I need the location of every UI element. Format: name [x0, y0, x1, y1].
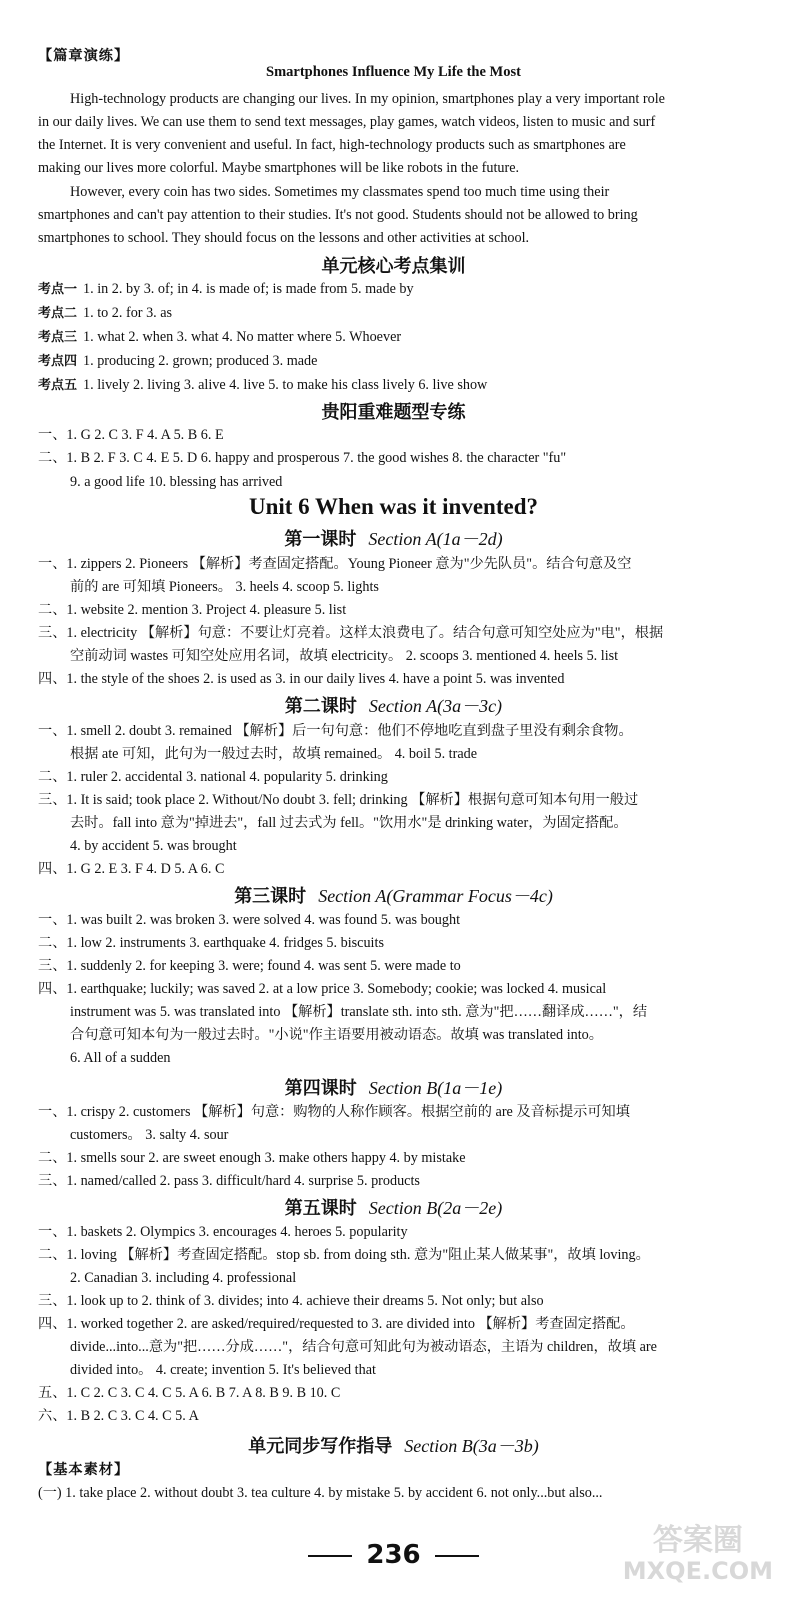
answer-line: 四、1. earthquake; luckily; was saved 2. at a low price 3. Somebody; cookie; was locked 4. musical — [38, 981, 607, 997]
answer-line: 三、1. named/called 2. pass 3. difficult/hard 4. surprise 5. products — [38, 1173, 420, 1189]
essay-line: smartphones to school. They should focus on the lessons and other activities at school. — [38, 230, 530, 246]
answer-line: 空前动词 wastes 可知空处应用名词，故填 electricity。 2. scoops 3. mentioned 4. heels 5. list — [70, 648, 619, 664]
answer-line: 一、1. zippers 2. Pioneers 【解析】考查固定搭配。Young Pioneer 意为"少先队员"。结合句意及空 — [38, 556, 632, 572]
answer-line: divided into。 4. create; invention 5. It's believed that — [70, 1362, 376, 1378]
core-text: 1. producing 2. grown; produced 3. made — [83, 353, 318, 369]
answer-line: 四、1. G 2. E 3. F 4. D 5. A 6. C — [38, 861, 225, 877]
section-tag: 【篇章演练】 — [38, 48, 130, 64]
core-heading: 单元核心考点集训 — [321, 256, 466, 277]
lesson-section: Section A(1a－2d) — [368, 529, 503, 549]
writing-name: 单元同步写作指导 — [248, 1436, 393, 1457]
answer-line: 二、1. website 2. mention 3. Project 4. pleasure 5. list — [38, 602, 347, 618]
answer-line: 一、1. smell 2. doubt 3. remained 【解析】后一句句意：他们不停地吃直到盘子里没有剩余食物。 — [38, 723, 633, 739]
lesson-heading — [0, 1194, 787, 1220]
essay-line: the Internet. It is very convenient and useful. In fact, high-technology products such as smartphones are — [38, 137, 626, 153]
lesson-heading — [0, 692, 787, 718]
core-label: 考点二 — [38, 306, 78, 321]
essay-line: smartphones and can't pay attention to their studies. It's not good. Students should not be allowed to bring — [38, 207, 638, 223]
answer-line: 一、1. was built 2. was broken 3. were solved 4. was found 5. was bought — [38, 912, 461, 928]
answer-line: 二、1. ruler 2. accidental 3. national 4. popularity 5. drinking — [38, 769, 388, 785]
lesson-section: Section B(2a－2e) — [368, 1198, 503, 1218]
essay-line: High-technology products are changing our lives. In my opinion, smartphones play a very important role — [70, 91, 665, 107]
answer-line: 三、1. look up to 2. think of 3. divides; into 4. achieve their dreams 5. Not only; but also — [38, 1293, 544, 1309]
essay-line: in our daily lives. We can use them to send text messages, play games, watch videos, listen to music and surf — [38, 114, 656, 130]
answer-line: 四、1. the style of the shoes 2. is used as 3. in our daily lives 4. have a point 5. was invented — [38, 671, 565, 687]
answer-line: 六、1. B 2. C 3. C 4. C 5. A — [38, 1408, 199, 1424]
answer-line: 6. All of a sudden — [70, 1050, 171, 1066]
answer-line: 9. a good life 10. blessing has arrived — [70, 474, 283, 490]
lesson-name: 第一课时 — [284, 529, 357, 550]
watermark-top: 答案圈 — [652, 1523, 743, 1558]
writing-section: Section B(3a－3b) — [404, 1436, 539, 1456]
answer-line: customers。 3. salty 4. sour — [70, 1127, 229, 1143]
essay-line: making our lives more colorful. Maybe smartphones will be like robots in the future. — [38, 160, 520, 176]
answer-line: 前的 are 可知填 Pioneers。 3. heels 4. scoop 5. lights — [70, 579, 379, 595]
answer-line: 二、1. B 2. F 3. C 4. E 5. D 6. happy and prosperous 7. the good wishes 8. the character "fu" — [38, 450, 567, 466]
guiyang-heading: 贵阳重难题型专练 — [321, 402, 466, 423]
answer-line: 二、1. smells sour 2. are sweet enough 3. make others happy 4. by mistake — [38, 1150, 466, 1166]
essay-title: Smartphones Influence My Life the Most — [266, 64, 521, 80]
answer-line: 一、1. G 2. C 3. F 4. A 5. B 6. E — [38, 427, 224, 443]
answer-line: instrument was 5. was translated into 【解析】translate sth. into sth. 意为"把……翻译成……"，结 — [70, 1004, 648, 1020]
essay-line: However, every coin has two sides. Sometimes my classmates spend too much time using their — [70, 184, 610, 200]
core-row — [38, 278, 763, 301]
lesson-section: Section A(Grammar Focus－4c) — [318, 886, 553, 906]
core-row — [38, 326, 763, 349]
dash-right — [435, 1555, 479, 1557]
answer-line: 三、1. electricity 【解析】句意：不要让灯亮着。这样太浪费电了。结合句意可知空处应为"电"，根据 — [38, 625, 664, 641]
core-row — [38, 302, 763, 325]
core-label: 考点四 — [38, 354, 78, 369]
answer-line: 三、1. suddenly 2. for keeping 3. were; found 4. was sent 5. were made to — [38, 958, 461, 974]
answer-line: 4. by accident 5. was brought — [70, 838, 237, 854]
core-label: 考点三 — [38, 330, 78, 345]
lesson-name: 第三课时 — [234, 886, 307, 907]
core-text: 1. to 2. for 3. as — [83, 305, 173, 321]
answer-line: 2. Canadian 3. including 4. professional — [70, 1270, 297, 1286]
core-text: 1. lively 2. living 3. alive 4. live 5. to make his class lively 6. live show — [83, 377, 488, 393]
unit-title: Unit 6 When was it invented? — [248, 494, 539, 519]
watermark-bottom: MXQE.COM — [622, 1557, 773, 1585]
core-label: 考点五 — [38, 378, 78, 393]
answer-line: 三、1. It is said; took place 2. Without/No doubt 3. fell; drinking 【解析】根据句意可知本句用一般过 — [38, 792, 639, 808]
answer-line: 根据 ate 可知，此句为一般过去时，故填 remained。 4. boil 5. trade — [70, 746, 478, 762]
answer-line: 一、1. crispy 2. customers 【解析】句意：购物的人称作顾客。根据空前的 are 及音标提示可知填 — [38, 1104, 630, 1120]
answer-line: (一) 1. take place 2. without doubt 3. tea culture 4. by mistake 5. by accident 6. not only...but also... — [38, 1485, 603, 1501]
lesson-name: 第五课时 — [284, 1198, 357, 1219]
answer-line: 四、1. worked together 2. are asked/required/requested to 3. are divided into 【解析】考查固定搭配。 — [38, 1316, 635, 1332]
answer-line: 合句意可知本句为一般过去时。"小说"作主语要用被动语态。故填 was translated into。 — [70, 1027, 603, 1043]
answer-line: 二、1. loving 【解析】考查固定搭配。stop sb. from doing sth. 意为"阻止某人做某事"，故填 loving。 — [38, 1247, 650, 1263]
writing-heading — [0, 1432, 787, 1458]
material-tag: 【基本素材】 — [38, 1462, 130, 1478]
answer-line: 二、1. low 2. instruments 3. earthquake 4. fridges 5. biscuits — [38, 935, 384, 951]
answer-line: 去时。fall into 意为"掉进去"，fall 过去式为 fell。"饮用水"是 drinking water，为固定搭配。 — [70, 815, 628, 831]
core-row — [38, 350, 763, 373]
answer-line: 一、1. baskets 2. Olympics 3. encourages 4. heroes 5. popularity — [38, 1224, 408, 1240]
lesson-heading — [0, 525, 787, 551]
lesson-section: Section B(1a－1e) — [368, 1078, 503, 1098]
core-text: 1. in 2. by 3. of; in 4. is made of; is made from 5. made by — [83, 281, 414, 297]
lesson-heading — [0, 882, 787, 908]
core-row — [38, 374, 763, 397]
watermark-logo — [622, 1523, 773, 1586]
dash-left — [308, 1555, 352, 1557]
core-text: 1. what 2. when 3. what 4. No matter where 5. Whoever — [83, 329, 402, 345]
lesson-section: Section A(3a－3c) — [368, 696, 503, 716]
lesson-name: 第二课时 — [284, 696, 357, 717]
answer-line: 五、1. C 2. C 3. C 4. C 5. A 6. B 7. A 8. B 9. B 10. C — [38, 1385, 341, 1401]
lesson-name: 第四课时 — [284, 1078, 357, 1099]
core-label: 考点一 — [38, 282, 78, 297]
page-number-text: 236 — [366, 1540, 421, 1570]
lesson-heading — [0, 1074, 787, 1100]
answer-line: divide...into...意为"把……分成……"，结合句意可知此句为被动语态，主语为 children，故填 are — [70, 1339, 657, 1355]
